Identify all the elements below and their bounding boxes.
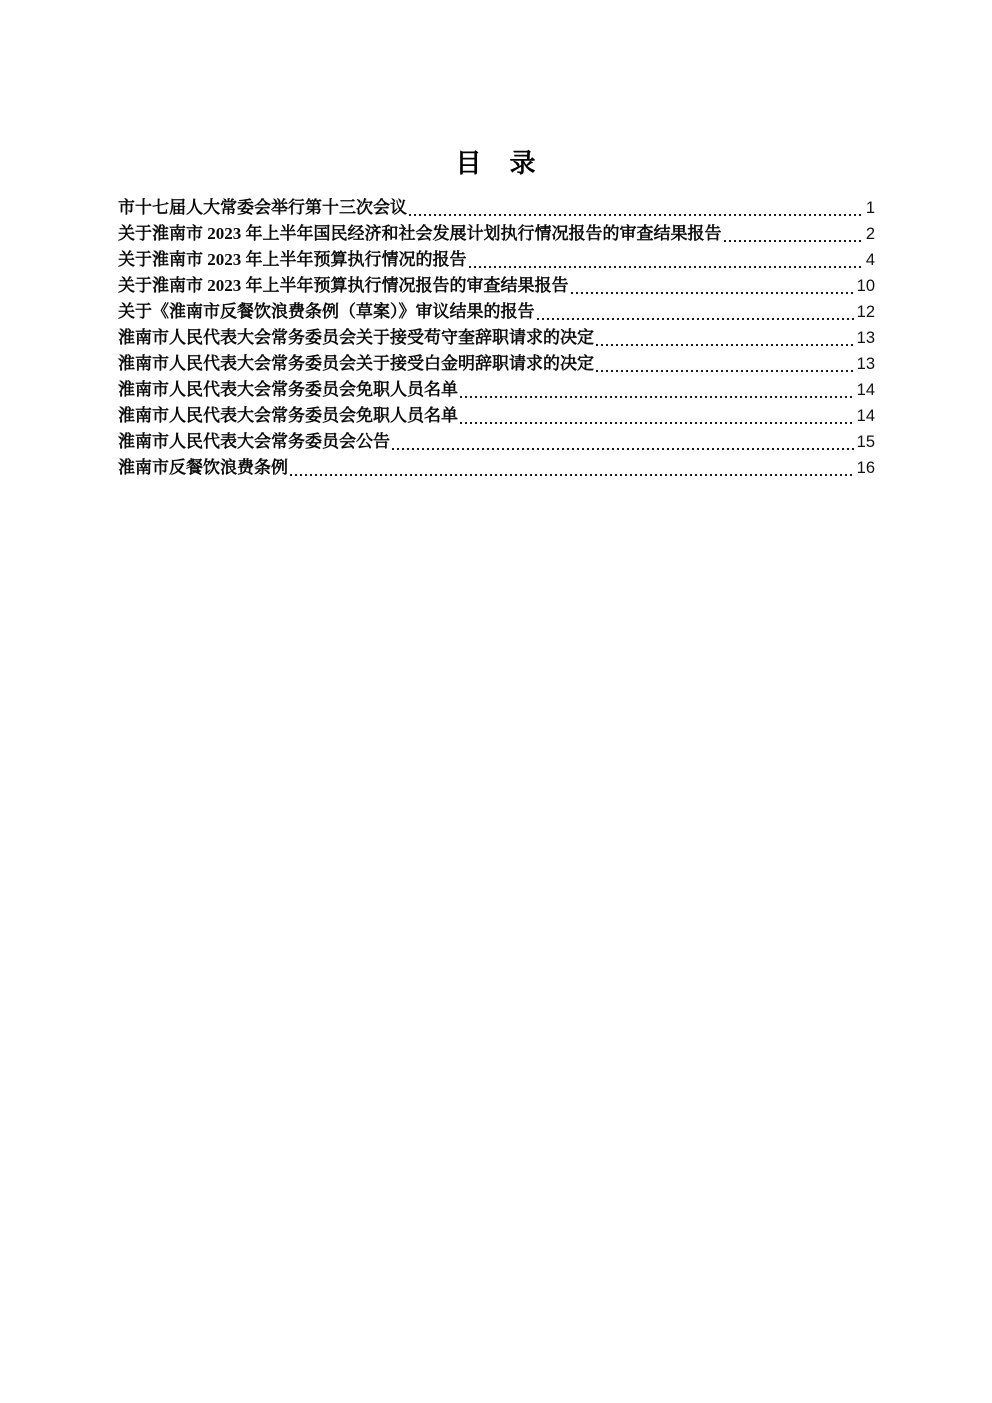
toc-row[interactable] — [118, 325, 875, 351]
dot-leader — [724, 221, 863, 247]
toc-page-number: 12 — [856, 303, 875, 321]
toc-page-number: 2 — [865, 225, 875, 243]
dot-leader — [460, 377, 854, 403]
toc-page-number: 13 — [856, 355, 875, 373]
toc-entry-label: 淮南市人民代表大会常务委员会关于接受白金明辞职请求的决定 — [118, 354, 594, 373]
toc-row[interactable] — [118, 403, 875, 429]
toc-row[interactable] — [118, 429, 875, 455]
toc-row[interactable] — [118, 273, 875, 299]
dot-leader — [290, 455, 854, 481]
toc-list — [118, 195, 875, 481]
toc-row[interactable] — [118, 247, 875, 273]
toc-entry-label: 淮南市人民代表大会常务委员会公告 — [118, 432, 390, 451]
dot-leader — [392, 429, 854, 455]
dot-leader — [469, 247, 863, 273]
toc-row[interactable] — [118, 299, 875, 325]
dot-leader — [571, 273, 854, 299]
toc-page-number: 14 — [856, 407, 875, 425]
toc-page-number: 4 — [865, 251, 875, 269]
toc-page-number: 13 — [856, 329, 875, 347]
dot-leader — [460, 403, 854, 429]
toc-entry-label: 关于淮南市 2023 年上半年预算执行情况报告的审查结果报告 — [118, 276, 569, 295]
toc-page-number: 10 — [856, 277, 875, 295]
toc-entry-label: 淮南市人民代表大会常务委员会关于接受苟守奎辞职请求的决定 — [118, 328, 594, 347]
toc-row[interactable] — [118, 221, 875, 247]
toc-entry-label: 关于淮南市 2023 年上半年预算执行情况的报告 — [118, 250, 467, 269]
toc-entry-label: 淮南市人民代表大会常务委员会免职人员名单 — [118, 380, 458, 399]
dot-leader — [409, 195, 863, 221]
toc-page-number: 15 — [856, 433, 875, 451]
toc-row[interactable] — [118, 351, 875, 377]
toc-row[interactable] — [118, 195, 875, 221]
toc-entry-label: 关于淮南市 2023 年上半年国民经济和社会发展计划执行情况报告的审查结果报告 — [118, 224, 722, 243]
toc-row[interactable] — [118, 377, 875, 403]
dot-leader — [596, 325, 854, 351]
toc-entry-label: 市十七届人大常委会举行第十三次会议 — [118, 198, 407, 217]
toc-entry-label: 淮南市反餐饮浪费条例 — [118, 458, 288, 477]
dot-leader — [537, 299, 854, 325]
toc-page-number: 14 — [856, 381, 875, 399]
toc-entry-label: 淮南市人民代表大会常务委员会免职人员名单 — [118, 406, 458, 425]
page-title: 目 录 — [455, 149, 537, 178]
toc-page-number: 16 — [856, 459, 875, 477]
toc-entry-label: 关于《淮南市反餐饮浪费条例（草案）》审议结果的报告 — [118, 302, 535, 321]
dot-leader — [596, 351, 854, 377]
toc-row[interactable] — [118, 455, 875, 481]
toc-page-number: 1 — [865, 199, 875, 217]
